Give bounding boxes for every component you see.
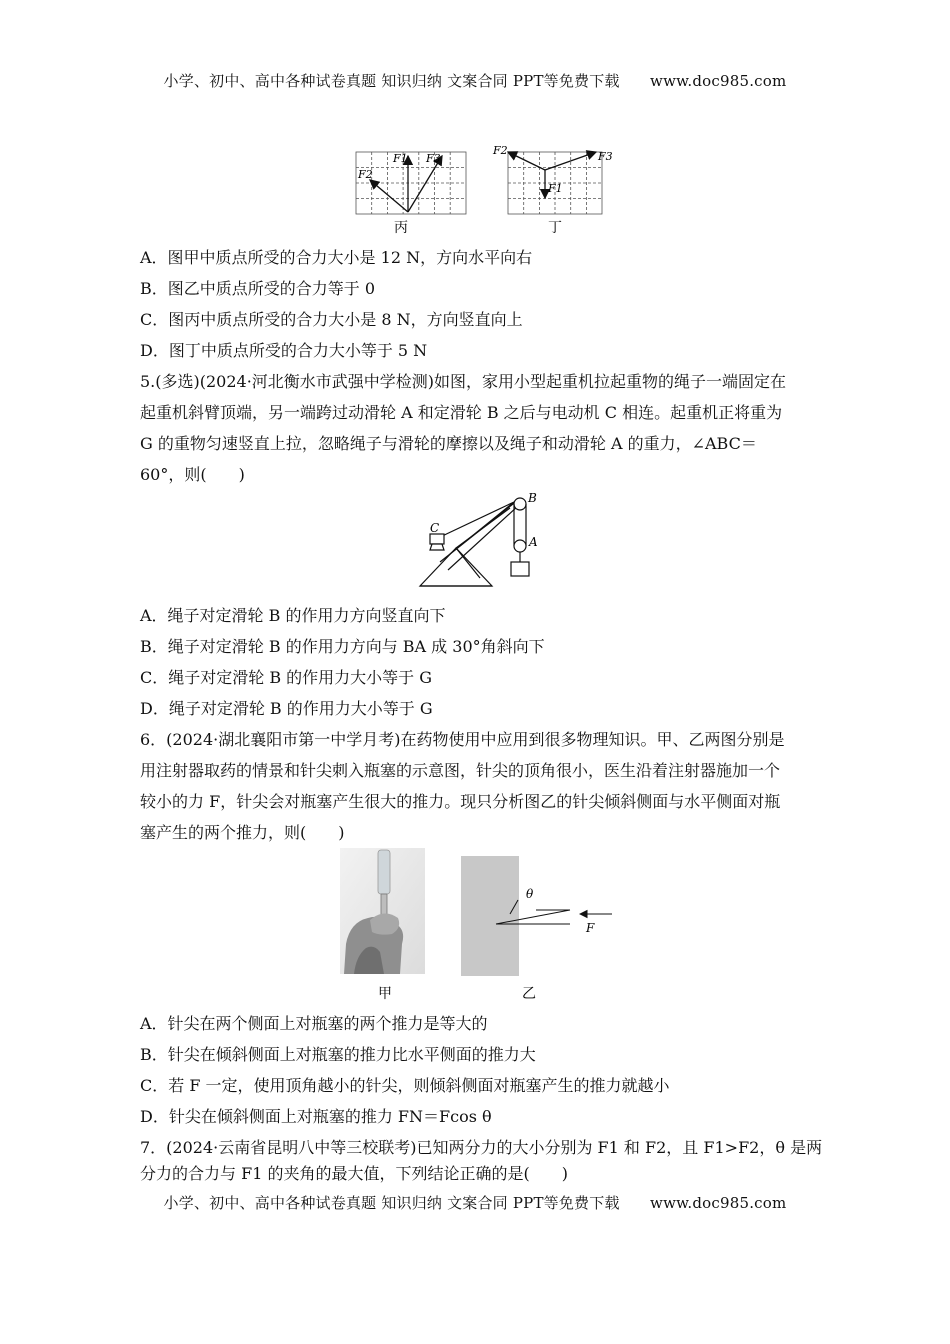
q7-stem-line-1: 7．(2024·云南省昆明八中等三校联考)已知两分力的大小分别为 F1 和 F2，且 F1>F2，θ 是两	[140, 1138, 823, 1157]
pulley-a	[514, 540, 526, 552]
label-f3-bing: F3	[426, 152, 441, 165]
q7-stem-line-2: 分力的合力与 F1 的夹角的最大值，下列结论正确的是( )	[140, 1164, 568, 1183]
label-f2-bing: F2	[358, 168, 373, 181]
grid-bing	[356, 152, 466, 214]
q4-option-a: A．图甲中质点所受的合力大小是 12 N，方向水平向右	[140, 248, 533, 267]
crane-figure	[410, 490, 550, 590]
stopper	[461, 856, 519, 976]
q6-stem-line-3: 较小的力 F，针尖会对瓶塞产生很大的推力。现只分析图乙的针尖倾斜侧面与水平侧面对瓶	[140, 792, 781, 811]
arrow-f2-bing	[370, 180, 408, 212]
label-b: B	[528, 491, 537, 505]
page-header: 小学、初中、高中各种试卷真题 知识归纳 文案合同 PPT等免费下载 www.doc985.com	[163, 72, 787, 90]
label-f: F	[586, 921, 595, 935]
q6-option-b: B．针尖在倾斜侧面上对瓶塞的推力比水平侧面的推力大	[140, 1045, 536, 1064]
page-footer: 小学、初中、高中各种试卷真题 知识归纳 文案合同 PPT等免费下载 www.doc985.com	[163, 1194, 787, 1212]
label-f3-ding: F3	[598, 150, 613, 163]
q6-stem-line-2: 用注射器取药的情景和针尖刺入瓶塞的示意图，针尖的顶角很小，医生沿着注射器施加一个	[140, 761, 781, 780]
label-f1-ding: F1	[548, 182, 563, 195]
q6-option-d: D．针尖在倾斜侧面上对瓶塞的推力 FN＝Fcos θ	[140, 1107, 492, 1126]
q5-stem-line-4: 60°，则( )	[140, 465, 245, 484]
q6-option-a: A．针尖在两个侧面上对瓶塞的两个推力是等大的	[140, 1014, 488, 1033]
q5-option-c: C．绳子对定滑轮 B 的作用力大小等于 G	[140, 668, 433, 687]
syringe-photo	[340, 848, 425, 974]
q4-option-c: C．图丙中质点所受的合力大小是 8 N，方向竖直向上	[140, 310, 523, 329]
label-a: A	[529, 535, 538, 549]
force-grid-figures	[350, 140, 620, 240]
weight	[511, 562, 529, 576]
q6-stem-line-1: 6．(2024·湖北襄阳市第一中学月考)在药物使用中应用到很多物理知识。甲、乙两图分别是	[140, 730, 785, 749]
pulley-b	[514, 498, 526, 510]
q4-option-d: D．图丁中质点所受的合力大小等于 5 N	[140, 341, 428, 360]
caption-bing: 丙	[394, 220, 408, 236]
q6-stem-line-4: 塞产生的两个推力，则( )	[140, 823, 345, 842]
label-f2-ding: F2	[493, 144, 508, 157]
q4-option-b: B．图乙中质点所受的合力等于 0	[140, 279, 376, 298]
q5-stem-line-3: G 的重物匀速竖直上拉，忽略绳子与滑轮的摩擦以及绳子和动滑轮 A 的重力，∠ABC＝	[140, 434, 757, 453]
caption-jia: 甲	[378, 986, 392, 1002]
label-f1-bing: F1	[393, 152, 408, 165]
q5-stem-line-2: 起重机斜臂顶端，另一端跨过动滑轮 A 和定滑轮 B 之后与电动机 C 相连。起重机正将重为	[140, 403, 783, 422]
crane-base	[420, 548, 492, 586]
needle-diagram	[461, 856, 612, 976]
label-theta: θ	[526, 887, 534, 901]
syringe-figures	[340, 848, 620, 1003]
q5-option-b: B．绳子对定滑轮 B 的作用力方向与 BA 成 30°角斜向下	[140, 637, 545, 656]
q5-stem-line-1: 5.(多选)(2024·河北衡水市武强中学检测)如图，家用小型起重机拉起重物的绳子一端固定在	[140, 372, 787, 391]
q6-option-c: C．若 F 一定，使用顶角越小的针尖，则倾斜侧面对瓶塞产生的推力就越小	[140, 1076, 670, 1095]
caption-ding: 丁	[548, 220, 562, 236]
label-c: C	[430, 521, 440, 535]
caption-yi: 乙	[522, 986, 536, 1002]
motor-c	[430, 534, 444, 544]
q5-option-d: D．绳子对定滑轮 B 的作用力大小等于 G	[140, 699, 433, 718]
q5-option-a: A．绳子对定滑轮 B 的作用力方向竖直向下	[140, 606, 446, 625]
